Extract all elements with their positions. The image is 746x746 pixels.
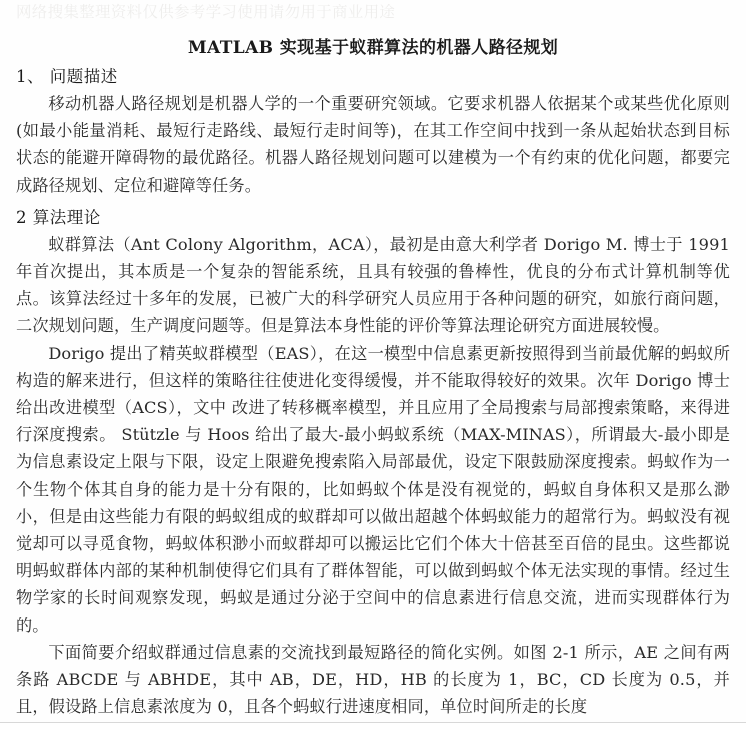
section-algorithm-theory [16,204,730,721]
section-heading-2: 2 算法理论 [16,207,101,227]
paragraph: 下面简要介绍蚁群通过信息素的交流找到最短路径的简化实例。如图 2-1 所示，AE 之间有两条路 ABCDE 与 ABHDE，其中 AB，DE，HD，HB 的长度为 1，BC，CD 长度为 0.5，并且，假设路上信息素浓度为 0，且各个蚂蚁行进速度相同，单位时间所走的长度 [16,642,730,717]
section-problem-description [16,63,730,199]
clipped-header-text: 网络搜集整理资料仅供参考学习使用请勿用于商业用途 [16,3,396,21]
section-heading-1: 1、 问题描述 [16,67,118,86]
page-footer-area [0,723,746,746]
paragraph: 移动机器人路径规划是机器人学的一个重要研究领域。它要求机器人依据某个或某些优化原则(如最小能量消耗、最短行走路线、最短行走时间等)，在其工作空间中找到一条从起始状态到目标状态的能避开障碍物的最优路径。机器人路径规划问题可以建模为一个有约束的优化问题，都要完成路径规划、定位和避障等任务。 [16,94,730,195]
page-title: MATLAB 实现基于蚁群算法的机器人路径规划 [187,38,559,58]
paragraph: Dorigo 提出了精英蚁群模型（EAS），在这一模型中信息素更新按照得到当前最优解的蚂蚁所构造的解来进行，但这样的策略往往使进化变得缓慢，并不能取得较好的效果。次年 Dorigo 博士给出改进模型（ACS），文中 改进了转移概率模型，并且应用了全局搜索与局部搜索策略，来得进行深度搜索。 Stützle 与 Hoos 给出了最大-最小蚂蚁系统（MAX-MINAS），所谓最大-最小即是为信息素设定上限与下限，设定上限避免搜索陷入局部最优，设定下限鼓励深度搜索。蚂蚁作为一个生物个体其自身的能力是十分有限的，比如蚂蚁个体是没有视觉的，蚂蚁自身体积又是那么渺小，但是由这些能力有限的蚂蚁组成的蚁群却可以做出超越个体蚂蚁能力的超常行为。蚂蚁没有视觉却可以寻觅食物，蚂蚁体积渺小而蚁群却可以搬运比它们个体大十倍甚至百倍的昆虫。这些都说明蚂蚁群体内部的某种机制使得它们具有了群体智能，可以做到蚂蚁个体无法实现的事情。经过生物学家的长时间观察发现，蚂蚁是通过分泌于空间中的信息素进行信息交流，进而实现群体行为的。 [16,343,730,635]
paragraph: 蚁群算法（Ant Colony Algorithm，ACA），最初是由意大利学者 Dorigo M. 博士于 1991 年首次提出，其本质是一个复杂的智能系统，且具有较强的鲁棒性，优良的分布式计算机制等优点。该算法经过十多年的发展，已被广大的科学研究人员应用于各种问题的研究，如旅行商问题，二次规划问题，生产调度问题等。但是算法本身性能的评价等算法理论研究方面进展较慢。 [16,234,730,336]
document-body [16,63,730,720]
